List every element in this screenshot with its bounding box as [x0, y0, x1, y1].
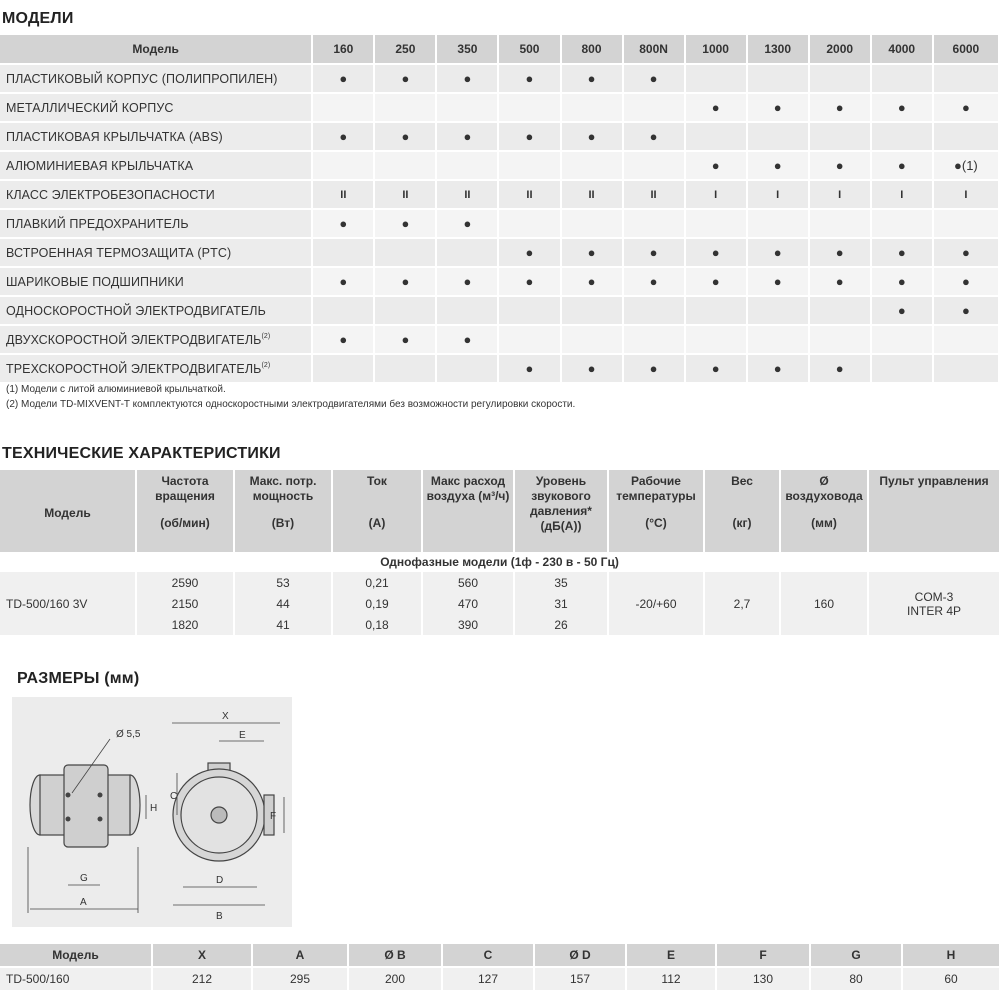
models-body [0, 64, 999, 382]
models-cell [561, 325, 623, 354]
dims-table [0, 944, 1000, 990]
dims-column-header: X [152, 944, 252, 967]
label-b: B [216, 911, 223, 922]
models-cell: ● [747, 267, 809, 296]
models-row [0, 325, 999, 354]
tech-cell: 2150 [136, 593, 234, 614]
models-cell: ● [374, 122, 436, 151]
models-cell [685, 64, 747, 93]
tech-cell: 41 [234, 614, 332, 635]
models-cell: ● [871, 238, 933, 267]
models-cell [747, 209, 809, 238]
tech-header-temperature: Рабочие температуры (°C) [608, 470, 704, 552]
dims-column-header: Модель [0, 944, 152, 967]
dims-cell: 112 [626, 967, 716, 990]
tech-header-airflow: Макс расход воздуха (м³/ч) [422, 470, 514, 552]
models-cell: ● [623, 267, 685, 296]
dims-cell: TD-500/160 [0, 967, 152, 990]
models-cell: ● [498, 64, 560, 93]
models-cell [436, 354, 498, 382]
dims-column-header: G [810, 944, 902, 967]
models-cell: ● [747, 151, 809, 180]
models-cell [871, 325, 933, 354]
models-cell: ● [747, 354, 809, 382]
models-cell [871, 122, 933, 151]
models-cell: ● [374, 267, 436, 296]
tech-cell: 470 [422, 593, 514, 614]
models-cell: ● [436, 267, 498, 296]
models-cell [498, 325, 560, 354]
models-feature-label [0, 180, 312, 209]
tech-header-rpm: Частота вращения (об/мин) [136, 470, 234, 552]
models-cell: ● [561, 64, 623, 93]
models-cell: ● [561, 122, 623, 151]
models-row [0, 296, 999, 325]
tech-duct: 160 [780, 572, 868, 635]
label-hole: Ø 5,5 [116, 729, 141, 740]
models-row [0, 267, 999, 296]
dims-column-header: H [902, 944, 1000, 967]
models-cell [871, 209, 933, 238]
models-cell: ● [498, 122, 560, 151]
dims-cell: 157 [534, 967, 626, 990]
models-header-label: Модель [0, 35, 312, 64]
models-cell: II [374, 180, 436, 209]
models-cell [561, 296, 623, 325]
tech-cell: 1820 [136, 614, 234, 635]
tech-header-weight: Вес (кг) [704, 470, 780, 552]
models-cell: ● [498, 267, 560, 296]
models-cell: II [498, 180, 560, 209]
models-cell: ● [871, 93, 933, 122]
label-a: A [80, 897, 87, 908]
dims-column-header: F [716, 944, 810, 967]
models-feature-text: АЛЮМИНИЕВАЯ КРЫЛЬЧАТКА [6, 158, 194, 173]
models-cell [498, 151, 560, 180]
models-cell: ● [809, 238, 871, 267]
models-cell: ● [312, 325, 374, 354]
label-e: E [239, 730, 246, 741]
models-cell: ● [312, 209, 374, 238]
models-cell: I [933, 180, 999, 209]
models-feature-label [0, 209, 312, 238]
models-feature-text: ПЛАСТИКОВЫЙ КОРПУС (ПОЛИПРОПИЛЕН) [6, 71, 278, 86]
models-feature-label [0, 354, 312, 382]
models-cell: ● [374, 325, 436, 354]
models-cell [374, 151, 436, 180]
models-feature-text: ВСТРОЕННАЯ ТЕРМОЗАЩИТА (PTC) [6, 245, 232, 260]
models-cell: ● [685, 267, 747, 296]
hole-mark [98, 793, 103, 798]
models-column-header: 1000 [685, 35, 747, 64]
models-cell: ● [871, 296, 933, 325]
models-cell [809, 325, 871, 354]
tech-header-control: Пульт управления [868, 470, 1000, 552]
models-cell: ● [685, 93, 747, 122]
tech-section-title: ТЕХНИЧЕСКИЕ ХАРАКТЕРИСТИКИ [2, 445, 281, 462]
models-cell [312, 354, 374, 382]
models-column-header: 160 [312, 35, 374, 64]
dims-cell: 60 [902, 967, 1000, 990]
models-column-header: 800 [561, 35, 623, 64]
dims-cell: 212 [152, 967, 252, 990]
models-cell [436, 93, 498, 122]
models-cell [374, 238, 436, 267]
label-g: G [80, 873, 88, 884]
models-cell [747, 296, 809, 325]
tech-row-speed-1 [0, 572, 1000, 593]
fan-front-hub [211, 807, 227, 823]
tech-cell: 53 [234, 572, 332, 593]
models-cell: II [561, 180, 623, 209]
models-row [0, 238, 999, 267]
tech-temperature: -20/+60 [608, 572, 704, 635]
models-cell: I [685, 180, 747, 209]
models-cell [933, 209, 999, 238]
models-cell: ● [436, 64, 498, 93]
footnote-2: (2) Модели TD-MIXVENT-T комплектуются односкоростными электродвигателями без возможности регулировки скорости. [6, 399, 576, 410]
models-feature-label [0, 93, 312, 122]
models-cell: ● [623, 238, 685, 267]
dims-column-header: E [626, 944, 716, 967]
models-cell [561, 93, 623, 122]
models-cell [498, 296, 560, 325]
dims-section-title: РАЗМЕРЫ (мм) [17, 670, 140, 687]
dims-cell: 127 [442, 967, 534, 990]
models-cell: ● [623, 64, 685, 93]
models-cell [623, 325, 685, 354]
models-feature-label [0, 267, 312, 296]
models-cell: ● [809, 354, 871, 382]
dimension-drawing [12, 697, 292, 927]
models-cell: ● [561, 267, 623, 296]
models-cell: ● [498, 354, 560, 382]
label-x: X [222, 711, 229, 722]
models-row [0, 93, 999, 122]
tech-control [868, 572, 1000, 635]
models-cell: ● [436, 209, 498, 238]
models-cell [374, 354, 436, 382]
tech-control-1: COM-3 [914, 589, 954, 604]
tech-weight: 2,7 [704, 572, 780, 635]
hole-mark [66, 793, 71, 798]
label-f: F [270, 811, 277, 822]
models-feature-label [0, 151, 312, 180]
dims-cell: 295 [252, 967, 348, 990]
label-d: D [216, 875, 224, 886]
models-cell: II [623, 180, 685, 209]
tech-cell: 0,21 [332, 572, 422, 593]
models-cell [685, 122, 747, 151]
tech-cell: 390 [422, 614, 514, 635]
models-cell [623, 296, 685, 325]
models-cell: ● [561, 238, 623, 267]
models-feature-footnote: (2) [261, 332, 271, 340]
label-h: H [150, 803, 158, 814]
models-cell: ● [685, 238, 747, 267]
models-cell [933, 325, 999, 354]
models-cell: ● [809, 93, 871, 122]
models-cell [623, 93, 685, 122]
models-cell: ● [685, 151, 747, 180]
models-cell [623, 151, 685, 180]
models-cell: ● [312, 64, 374, 93]
tech-cell: 26 [514, 614, 608, 635]
models-cell [561, 151, 623, 180]
models-cell [809, 296, 871, 325]
models-cell [685, 209, 747, 238]
models-cell [498, 93, 560, 122]
models-cell [933, 354, 999, 382]
tech-cell: 0,19 [332, 593, 422, 614]
models-feature-text: ОДНОСКОРОСТНОЙ ЭЛЕКТРОДВИГАТЕЛЬ [6, 303, 266, 318]
models-cell: ● [561, 354, 623, 382]
models-cell [374, 296, 436, 325]
models-cell: ● [809, 267, 871, 296]
models-cell [436, 296, 498, 325]
models-feature-text: ДВУХСКОРОСТНОЙ ЭЛЕКТРОДВИГАТЕЛЬ [6, 332, 262, 347]
dims-column-header: Ø D [534, 944, 626, 967]
models-cell [685, 296, 747, 325]
models-table [0, 35, 1000, 382]
models-cell [809, 64, 871, 93]
models-column-header: 500 [498, 35, 560, 64]
models-cell: ● [374, 209, 436, 238]
models-feature-text: ШАРИКОВЫЕ ПОДШИПНИКИ [6, 274, 184, 289]
models-cell [312, 93, 374, 122]
models-cell [933, 122, 999, 151]
models-cell [933, 64, 999, 93]
tech-header-power: Макс. потр. мощность (Вт) [234, 470, 332, 552]
models-feature-text: КЛАСС ЭЛЕКТРОБЕЗОПАСНОСТИ [6, 187, 215, 202]
models-cell [685, 325, 747, 354]
models-column-header: 6000 [933, 35, 999, 64]
models-cell: ● [933, 238, 999, 267]
models-cell [312, 238, 374, 267]
models-column-header: 2000 [809, 35, 871, 64]
models-cell: ● [933, 93, 999, 122]
models-cell: ● [312, 267, 374, 296]
models-column-header: 800N [623, 35, 685, 64]
dims-column-header: Ø B [348, 944, 442, 967]
models-cell: I [871, 180, 933, 209]
hole-mark [66, 817, 71, 822]
models-cell: II [436, 180, 498, 209]
models-cell [809, 209, 871, 238]
models-cell: ●(1) [933, 151, 999, 180]
models-row [0, 122, 999, 151]
models-cell: II [312, 180, 374, 209]
models-feature-text: ТРЕХСКОРОСТНОЙ ЭЛЕКТРОДВИГАТЕЛЬ [6, 361, 262, 376]
tech-cell: 44 [234, 593, 332, 614]
models-feature-text: ПЛАСТИКОВАЯ КРЫЛЬЧАТКА (ABS) [6, 129, 223, 144]
label-c: C [170, 791, 178, 802]
tech-cell: 31 [514, 593, 608, 614]
tech-header-noise: Уровень звукового давления* (дБ(А)) [514, 470, 608, 552]
dims-cell: 200 [348, 967, 442, 990]
models-cell [747, 325, 809, 354]
models-cell [498, 209, 560, 238]
dims-cell: 80 [810, 967, 902, 990]
models-cell [623, 209, 685, 238]
models-header-row [0, 35, 999, 64]
models-row [0, 209, 999, 238]
dims-column-header: C [442, 944, 534, 967]
models-feature-footnote: (2) [261, 361, 271, 369]
models-cell [871, 354, 933, 382]
tech-cell: 0,18 [332, 614, 422, 635]
models-cell: ● [312, 122, 374, 151]
models-cell: ● [623, 122, 685, 151]
models-feature-label [0, 238, 312, 267]
tech-table [0, 470, 1000, 635]
tech-cell: 2590 [136, 572, 234, 593]
tech-group-label: Однофазные модели (1ф - 230 в - 50 Гц) [0, 552, 1000, 572]
models-cell: ● [436, 122, 498, 151]
models-cell: I [809, 180, 871, 209]
models-cell: ● [871, 267, 933, 296]
models-cell: ● [374, 64, 436, 93]
tech-cell: 560 [422, 572, 514, 593]
models-cell: ● [498, 238, 560, 267]
dims-header-row [0, 944, 1000, 967]
models-cell [871, 64, 933, 93]
models-cell: ● [809, 151, 871, 180]
tech-header-current: Ток (А) [332, 470, 422, 552]
models-row [0, 151, 999, 180]
models-cell [747, 64, 809, 93]
models-column-header: 350 [436, 35, 498, 64]
models-feature-label [0, 122, 312, 151]
models-cell [436, 238, 498, 267]
models-feature-text: МЕТАЛЛИЧЕСКИЙ КОРПУС [6, 100, 174, 115]
models-cell: ● [685, 354, 747, 382]
tech-header-duct: Ø воздуховода (мм) [780, 470, 868, 552]
models-cell [809, 122, 871, 151]
dims-column-header: A [252, 944, 348, 967]
tech-cell: 35 [514, 572, 608, 593]
dims-cell: 130 [716, 967, 810, 990]
models-cell: ● [623, 354, 685, 382]
tech-model: TD-500/160 3V [0, 572, 136, 635]
dims-data-row [0, 967, 1000, 990]
models-column-header: 1300 [747, 35, 809, 64]
models-cell: ● [436, 325, 498, 354]
models-cell: ● [747, 238, 809, 267]
hole-mark [98, 817, 103, 822]
models-feature-label [0, 64, 312, 93]
models-cell [312, 296, 374, 325]
tech-group-row [0, 552, 1000, 572]
models-cell: ● [747, 93, 809, 122]
models-cell [561, 209, 623, 238]
models-feature-text: ПЛАВКИЙ ПРЕДОХРАНИТЕЛЬ [6, 216, 189, 231]
models-column-header: 250 [374, 35, 436, 64]
models-column-header: 4000 [871, 35, 933, 64]
models-cell [436, 151, 498, 180]
tech-control-2: INTER 4P [906, 603, 961, 618]
models-cell: ● [933, 296, 999, 325]
fan-side-bracket [64, 765, 108, 847]
models-cell: I [747, 180, 809, 209]
models-cell: ● [933, 267, 999, 296]
models-row [0, 354, 999, 382]
models-cell: ● [871, 151, 933, 180]
models-cell [374, 93, 436, 122]
tech-header-model: Модель [0, 470, 136, 552]
models-cell [747, 122, 809, 151]
models-row [0, 64, 999, 93]
models-feature-label [0, 296, 312, 325]
models-row [0, 180, 999, 209]
models-section-title: МОДЕЛИ [2, 10, 74, 27]
footnote-1: (1) Модели с литой алюминиевой крыльчаткой. [6, 384, 226, 395]
models-feature-label [0, 325, 312, 354]
fan-drawing-svg [12, 697, 292, 927]
models-cell [312, 151, 374, 180]
